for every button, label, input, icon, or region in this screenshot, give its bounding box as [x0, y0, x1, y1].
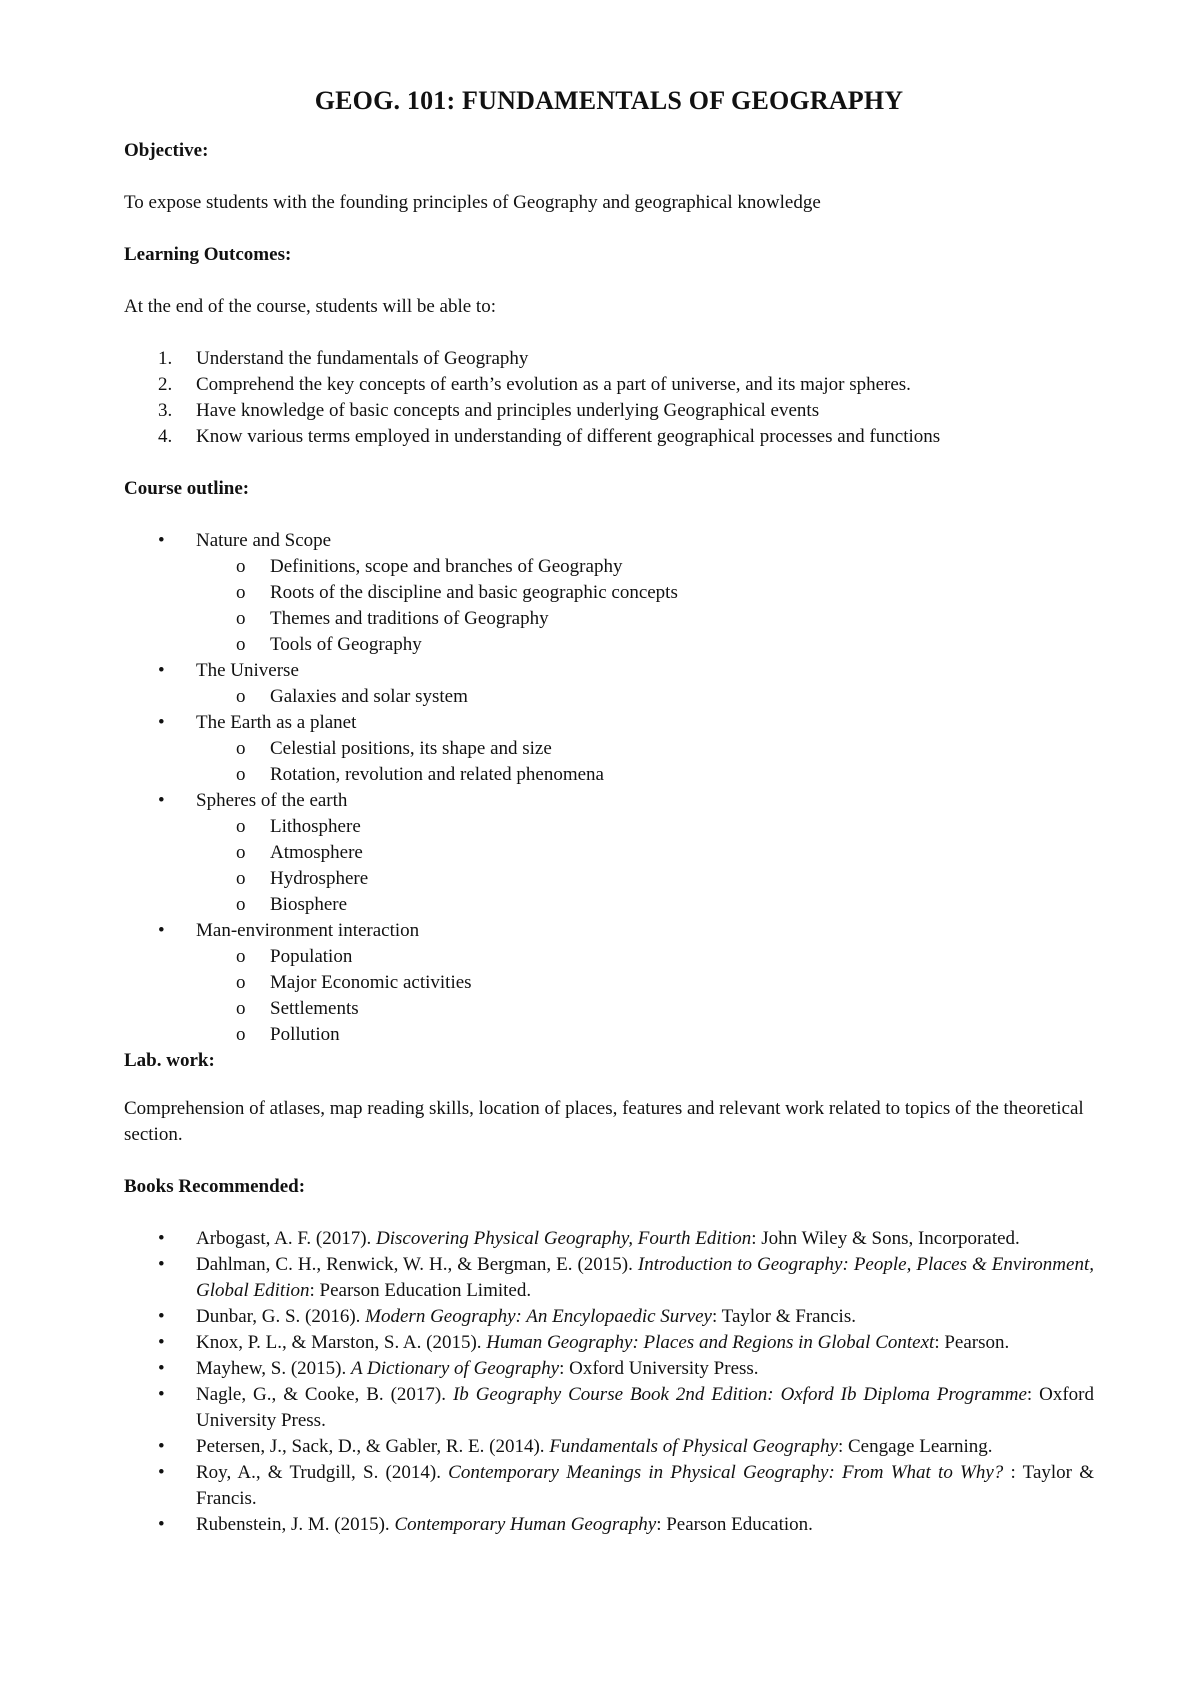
sub-bullet-icon: o — [236, 582, 246, 603]
outline-subtopic-label: Galaxies and solar system — [270, 686, 468, 707]
sub-bullet-icon: o — [236, 842, 246, 863]
bullet-icon: • — [158, 1228, 165, 1249]
course-outline-list — [124, 528, 1094, 1048]
outline-topic — [124, 788, 1094, 918]
sub-bullet-icon: o — [236, 686, 246, 707]
learning-outcomes-intro: At the end of the course, students will be able to: — [124, 296, 496, 317]
book-authors-year: Dahlman, C. H., Renwick, W. H., & Bergman, E. (2015). — [196, 1254, 638, 1275]
bullet-icon: • — [158, 1436, 165, 1457]
outline-subtopic — [124, 736, 1094, 762]
sub-bullet-icon: o — [236, 634, 246, 655]
outline-subtopic — [124, 762, 1094, 788]
outline-subtopic-label: Tools of Geography — [270, 634, 422, 655]
list-number: 3. — [158, 400, 173, 421]
book-item — [124, 1512, 1094, 1538]
outline-topic — [124, 528, 1094, 658]
bullet-icon: • — [158, 1384, 165, 1405]
outline-subtopic — [124, 840, 1094, 866]
book-title: Introduction to Geography: People, Places & Environment, Global Edition — [196, 1254, 1094, 1301]
book-title: Discovering Physical Geography, Fourth Edition — [376, 1228, 752, 1249]
outline-subtopic-label: Definitions, scope and branches of Geography — [270, 556, 623, 577]
outline-subtopic-label: Roots of the discipline and basic geographic concepts — [270, 582, 678, 603]
sub-bullet-icon: o — [236, 608, 246, 629]
book-publisher: : Taylor & Francis. — [196, 1462, 1094, 1509]
bullet-icon: • — [158, 1358, 165, 1379]
books-list — [124, 1226, 1094, 1538]
bullet-icon: • — [158, 920, 165, 941]
objective-heading: Objective: — [124, 140, 209, 161]
outline-subtopic — [124, 944, 1094, 970]
outline-subtopic — [124, 632, 1094, 658]
sub-bullet-icon: o — [236, 816, 246, 837]
outline-subtopic — [124, 580, 1094, 606]
outline-subtopic — [124, 892, 1094, 918]
book-authors-year: Petersen, J., Sack, D., & Gabler, R. E. (2014). — [196, 1436, 550, 1457]
book-item — [124, 1356, 1094, 1382]
bullet-icon: • — [158, 790, 165, 811]
list-item-text: Know various terms employed in understanding of different geographical processes and functions — [196, 426, 941, 447]
book-item — [124, 1434, 1094, 1460]
book-title: A Dictionary of Geography — [350, 1358, 560, 1379]
outline-topic — [124, 658, 1094, 710]
learning-outcomes-list — [124, 346, 1094, 450]
sub-bullet-icon: o — [236, 868, 246, 889]
book-title: Human Geography: Places and Regions in Global Context — [486, 1332, 935, 1353]
list-item — [124, 346, 1094, 372]
outline-topic — [124, 710, 1094, 788]
outline-subtopic — [124, 996, 1094, 1022]
outline-subtopic-label: Rotation, revolution and related phenomena — [270, 764, 604, 785]
outline-subtopic — [124, 814, 1094, 840]
outline-subtopic-label: Celestial positions, its shape and size — [270, 738, 552, 759]
book-title: Contemporary Meanings in Physical Geography: From What to Why? — [448, 1462, 1004, 1483]
book-authors-year: Nagle, G., & Cooke, B. (2017). — [196, 1384, 453, 1405]
bullet-icon: • — [158, 1514, 165, 1535]
outline-subtopic — [124, 684, 1094, 710]
lab-work-heading: Lab. work: — [124, 1050, 215, 1071]
book-publisher: : Pearson. — [934, 1332, 1010, 1353]
book-item — [124, 1460, 1094, 1512]
book-title: Ib Geography Course Book 2nd Edition: Oxford Ib Diploma Programme — [452, 1384, 1027, 1405]
outline-topic-label: Spheres of the earth — [196, 790, 348, 811]
list-item-text: Understand the fundamentals of Geography — [196, 348, 529, 369]
bullet-icon: • — [158, 1462, 165, 1483]
outline-subtopic-list — [196, 736, 1094, 788]
book-title: Fundamentals of Physical Geography — [549, 1436, 838, 1457]
list-item — [124, 372, 1094, 398]
book-publisher: : Pearson Education Limited. — [309, 1280, 532, 1301]
bullet-icon: • — [158, 660, 165, 681]
sub-bullet-icon: o — [236, 998, 246, 1019]
outline-subtopic-label: Themes and traditions of Geography — [270, 608, 549, 629]
book-authors-year: Mayhew, S. (2015). — [196, 1358, 351, 1379]
book-item — [124, 1304, 1094, 1330]
outline-subtopic-list — [196, 814, 1094, 918]
learning-outcomes-heading: Learning Outcomes: — [124, 244, 292, 265]
outline-topic-label: The Universe — [196, 660, 299, 681]
books-heading: Books Recommended: — [124, 1176, 306, 1197]
book-item — [124, 1382, 1094, 1434]
list-item-text: Comprehend the key concepts of earth’s evolution as a part of universe, and its major spheres. — [196, 374, 911, 395]
sub-bullet-icon: o — [236, 556, 246, 577]
outline-subtopic-label: Lithosphere — [270, 816, 361, 837]
sub-bullet-icon: o — [236, 764, 246, 785]
outline-subtopic — [124, 554, 1094, 580]
list-item — [124, 424, 1094, 450]
outline-subtopic-list — [196, 684, 1094, 710]
sub-bullet-icon: o — [236, 894, 246, 915]
book-title: Contemporary Human Geography — [394, 1514, 657, 1535]
book-authors-year: Rubenstein, J. M. (2015). — [196, 1514, 395, 1535]
book-publisher: : Cengage Learning. — [837, 1436, 993, 1457]
sub-bullet-icon: o — [236, 738, 246, 759]
bullet-icon: • — [158, 712, 165, 733]
lab-work-text: Comprehension of atlases, map reading skills, location of places, features and relevant work related to topics of the theoretical section. — [124, 1098, 1084, 1145]
objective-text: To expose students with the founding principles of Geography and geographical knowledge — [124, 192, 821, 213]
outline-subtopic-label: Biosphere — [270, 894, 348, 915]
list-number: 1. — [158, 348, 173, 369]
outline-subtopic-label: Population — [270, 946, 353, 967]
book-authors-year: Dunbar, G. S. (2016). — [196, 1306, 366, 1327]
list-item-text: Have knowledge of basic concepts and principles underlying Geographical events — [196, 400, 820, 421]
outline-subtopic-label: Settlements — [270, 998, 359, 1019]
outline-subtopic-list — [196, 944, 1094, 1048]
list-number: 4. — [158, 426, 173, 447]
outline-subtopic-label: Pollution — [270, 1024, 340, 1045]
outline-topic — [124, 918, 1094, 1048]
outline-subtopic — [124, 866, 1094, 892]
book-item — [124, 1226, 1094, 1252]
book-publisher: : Oxford University Press. — [559, 1358, 759, 1379]
outline-subtopic — [124, 606, 1094, 632]
outline-topic-label: The Earth as a planet — [196, 712, 357, 733]
book-authors-year: Roy, A., & Trudgill, S. (2014). — [196, 1462, 449, 1483]
outline-subtopic-list — [196, 554, 1094, 658]
book-publisher: : Oxford University Press. — [196, 1384, 1094, 1431]
outline-subtopic-label: Atmosphere — [270, 842, 363, 863]
book-authors-year: Knox, P. L., & Marston, S. A. (2015). — [196, 1332, 487, 1353]
sub-bullet-icon: o — [236, 972, 246, 993]
book-publisher: : John Wiley & Sons, Incorporated. — [751, 1228, 1020, 1249]
bullet-icon: • — [158, 530, 165, 551]
book-authors-year: Arbogast, A. F. (2017). — [196, 1228, 377, 1249]
sub-bullet-icon: o — [236, 1024, 246, 1045]
bullet-icon: • — [158, 1254, 165, 1275]
document-content — [124, 84, 1094, 1538]
bullet-icon: • — [158, 1332, 165, 1353]
book-item — [124, 1252, 1094, 1304]
bullet-icon: • — [158, 1306, 165, 1327]
sub-bullet-icon: o — [236, 946, 246, 967]
outline-subtopic-label: Major Economic activities — [270, 972, 472, 993]
outline-subtopic — [124, 1022, 1094, 1048]
book-publisher: : Pearson Education. — [656, 1514, 813, 1535]
outline-topic-label: Nature and Scope — [196, 530, 332, 551]
outline-topic-label: Man-environment interaction — [196, 920, 420, 941]
course-outline-heading: Course outline: — [124, 478, 250, 499]
list-number: 2. — [158, 374, 173, 395]
page-title: GEOG. 101: FUNDAMENTALS OF GEOGRAPHY — [314, 86, 904, 115]
book-item — [124, 1330, 1094, 1356]
book-publisher: : Taylor & Francis. — [712, 1306, 856, 1327]
outline-subtopic — [124, 970, 1094, 996]
book-title: Modern Geography: An Encylopaedic Survey — [365, 1306, 712, 1327]
outline-subtopic-label: Hydrosphere — [270, 868, 369, 889]
list-item — [124, 398, 1094, 424]
